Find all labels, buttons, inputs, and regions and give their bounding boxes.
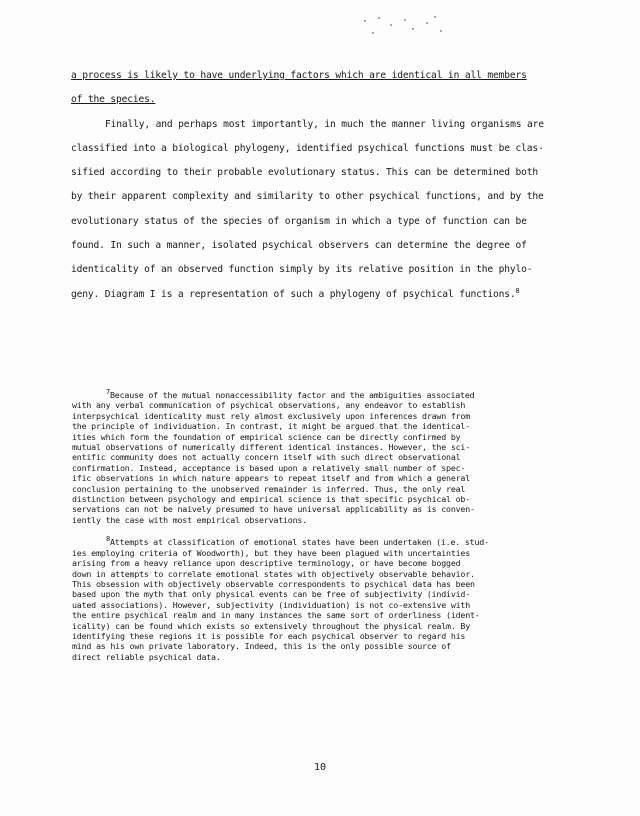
footnote-7-mark: 7 xyxy=(106,388,111,397)
body-paragraph-1: a process is likely to have underlying factors which are identical in all members of the species. xyxy=(71,70,527,106)
footnote-7 xyxy=(72,390,590,525)
body-paragraph-2-text: Finally, and perhaps most importantly, in much the manner living organisms are classified into a biological phylogeny, identified psychical functions must be clas- sified according to their probable evolutionary status. This can be determined both by their apparent complexity and similarity to other psychical functions, and by the evolutionary status of the species of organism in which a type of function can be found. In such a manner, isolated psychical observers can determine the degree of identicality of an observed function simply by its relative position in the phylo- geny. Diagram I is a representation of such a phylogeny of psychical functions. xyxy=(71,118,544,300)
footnote-8-text: Attempts at classification of emotional states have been undertaken (i.e. stud- ies employing criteria of Woodworth), but they have been plagued with uncertainties arising from a heavy reliance upon descriptive terminology, or have become bogged down in attempts to correlate emotional states with objectively observable behavior. This obsession with objectively observable correspondents to psychical data has been based upon the myth that only physical events can be free of subjectivity (individ- uated associations). However, subjectivity (individuation) is not co-extensive with the entire psychical realm and in many instances the same sort of orderliness (ident- icality) can be found which exists so extensively throughout the physical realm. By identifying these regions it is possible for each psychical observer to regard his mind as his own private laboratory. Indeed, this is the only possible source of direct reliable psychical data. xyxy=(72,537,489,662)
body-text xyxy=(71,64,589,307)
footnote-ref-8: 8 xyxy=(515,286,520,295)
footnotes xyxy=(72,390,590,674)
page-number: 10 xyxy=(313,762,327,773)
footnote-8-mark: 8 xyxy=(106,535,111,544)
footnote-8 xyxy=(72,537,590,662)
scan-specks xyxy=(360,14,450,38)
body-paragraph-2 xyxy=(71,113,589,307)
footnote-7-text: Because of the mutual nonaccessibility factor and the ambiguities associated with any verbal communication of psychical observations, any endeavor to establish interpsychical identicality must rely almost exclusively upon inferences drawn from the principle of individuation. In contrast, it might be argued that the identical- ities which form the foundation of empirical science can be directly confirmed by mutual observations of numerically different identical instances. However, the sci- entific community does not actually concern itself with such direct observational confirmation. Instead, acceptance is based upon a relatively small number of spec- ific observations in which nature appears to repeat itself and from which a general conclusion pertaining to the unobserved remainder is inferred. Thus, the only real distinction between psychology and empirical science is that specific psychical ob- servations can not be naively presumed to have universal applicability as is conven- iently the case with most empirical observations. xyxy=(72,390,475,525)
